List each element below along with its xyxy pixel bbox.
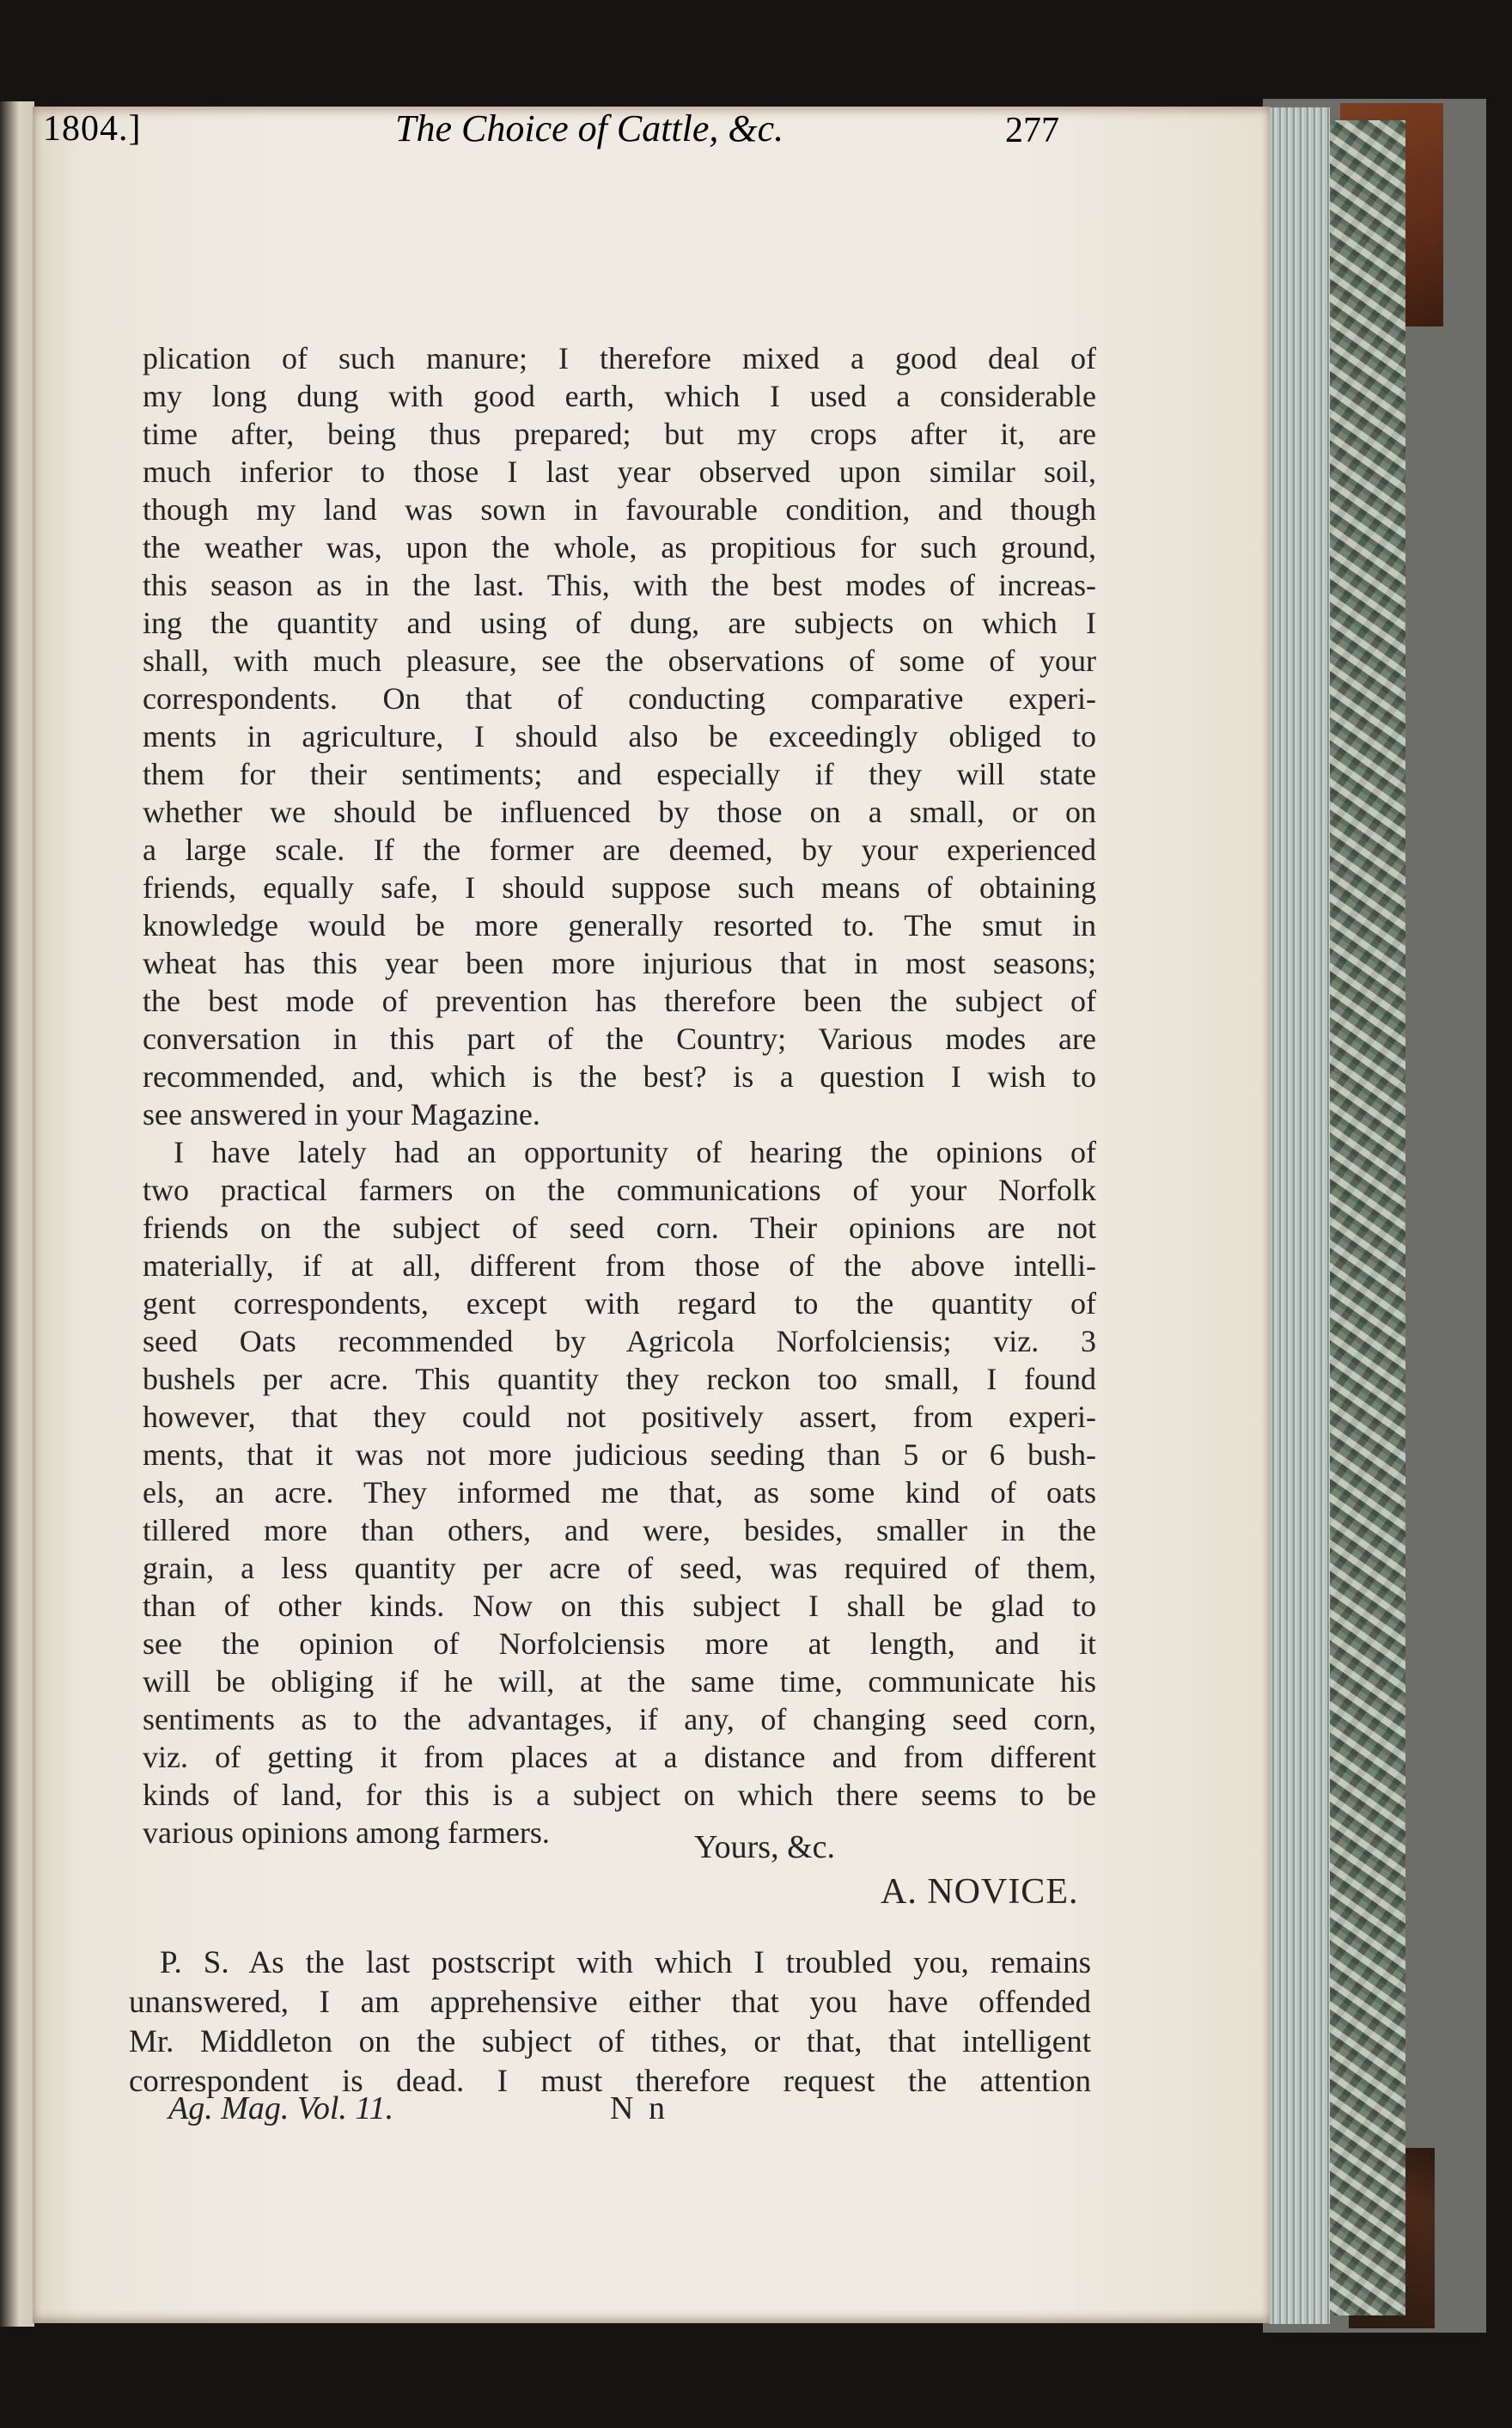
text-line: viz. of getting it from places at a distance and from different (143, 1740, 1096, 1774)
text-line: plication of such manure; I therefore mixed a good deal of (143, 341, 1096, 375)
postscript-line: Mr. Middleton on the subject of tithes, or that, that intelligent (129, 2024, 1091, 2059)
text-line: will be obliging if he will, at the same time, communicate his (143, 1664, 1096, 1699)
text-line: shall, with much pleasure, see the observations of some of your (143, 644, 1096, 678)
volume-reference: Ag. Mag. Vol. 11. (168, 2090, 394, 2126)
postscript-line: correspondent is dead. I must therefore request the attention (129, 2064, 1091, 2099)
text-line: ing the quantity and using of dung, are subjects on which I (143, 606, 1096, 640)
text-line: ments in agriculture, I should also be exceedingly obliged to (143, 719, 1096, 753)
text-line: tillered more than others, and were, besides, smaller in the (143, 1513, 1096, 1547)
text-line: materially, if at all, different from those of the above intelli- (143, 1248, 1096, 1283)
text-line: however, that they could not positively assert, from experi- (143, 1400, 1096, 1434)
marbled-board (1330, 120, 1405, 2315)
text-line: knowledge would be more generally resorted to. The smut in (143, 908, 1096, 943)
text-line: conversation in this part of the Country; Various modes are (143, 1022, 1096, 1056)
text-line: I have lately had an opportunity of hearing the opinions of (174, 1135, 1096, 1169)
text-line: much inferior to those I last year observed upon similar soil, (143, 454, 1096, 489)
running-head-title: The Choice of Cattle, &c. (395, 107, 784, 149)
page-fore-edge (1270, 107, 1330, 2324)
text-line: this season as in the last. This, with the best modes of increas- (143, 568, 1096, 602)
text-line: correspondents. On that of conducting comparative experi- (143, 681, 1096, 716)
text-line: two practical farmers on the communications of your Norfolk (143, 1173, 1096, 1207)
text-line: various opinions among farmers. (143, 1815, 550, 1850)
text-line: than of other kinds. Now on this subject I shall be glad to (143, 1589, 1096, 1623)
text-line: the best mode of prevention has therefore been the subject of (143, 984, 1096, 1018)
text-line: my long dung with good earth, which I used a considerable (143, 379, 1096, 413)
text-line: time after, being thus prepared; but my crops after it, are (143, 417, 1096, 451)
text-line: bushels per acre. This quantity they reckon too small, I found (143, 1362, 1096, 1396)
text-line: whether we should be influenced by those on a small, or on (143, 795, 1096, 829)
page-footer (168, 2089, 668, 2127)
postscript-line: P. S. As the last postscript with which I troubled you, remains (160, 1945, 1091, 1980)
signature-mark: N n (610, 2090, 668, 2126)
text-line: sentiments as to the advantages, if any, of changing seed corn, (143, 1702, 1096, 1736)
text-line: a large scale. If the former are deemed, by your experienced (143, 833, 1096, 867)
postscript-line: unanswered, I am apprehensive either that you have offended (129, 1985, 1091, 2020)
text-line: wheat has this year been more injurious that in most seasons; (143, 946, 1096, 980)
text-line: friends on the subject of seed corn. Their opinions are not (143, 1211, 1096, 1245)
text-line: ments, that it was not more judicious seeding than 5 or 6 bush- (143, 1437, 1096, 1472)
letter-signature: A. NOVICE. (881, 1872, 1079, 1912)
letter-closing: Yours, &c. (694, 1829, 836, 1865)
page-number: 277 (1005, 111, 1059, 150)
text-line: recommended, and, which is the best? is a question I wish to (143, 1059, 1096, 1094)
body-text (143, 339, 1096, 1852)
running-head-year: 1804.] (43, 109, 142, 149)
text-line: see the opinion of Norfolciensis more at length, and it (143, 1626, 1096, 1661)
text-line: though my land was sown in favourable condition, and though (143, 492, 1096, 527)
text-line: see answered in your Magazine. (143, 1097, 540, 1132)
text-line: gent correspondents, except with regard to the quantity of (143, 1286, 1096, 1321)
text-line: the weather was, upon the whole, as propitious for such ground, (143, 530, 1096, 564)
book-left-edge (0, 101, 34, 2327)
postscript (129, 1943, 1091, 2102)
text-line: els, an acre. They informed me that, as some kind of oats (143, 1475, 1096, 1510)
text-line: friends, equally safe, I should suppose such means of obtaining (143, 870, 1096, 905)
text-line: them for their sentiments; and especially if they will state (143, 757, 1096, 791)
text-line: kinds of land, for this is a subject on which there seems to be (143, 1778, 1096, 1812)
text-line: grain, a less quantity per acre of seed, was required of them, (143, 1551, 1096, 1585)
text-line: seed Oats recommended by Agricola Norfolciensis; viz. 3 (143, 1324, 1096, 1358)
